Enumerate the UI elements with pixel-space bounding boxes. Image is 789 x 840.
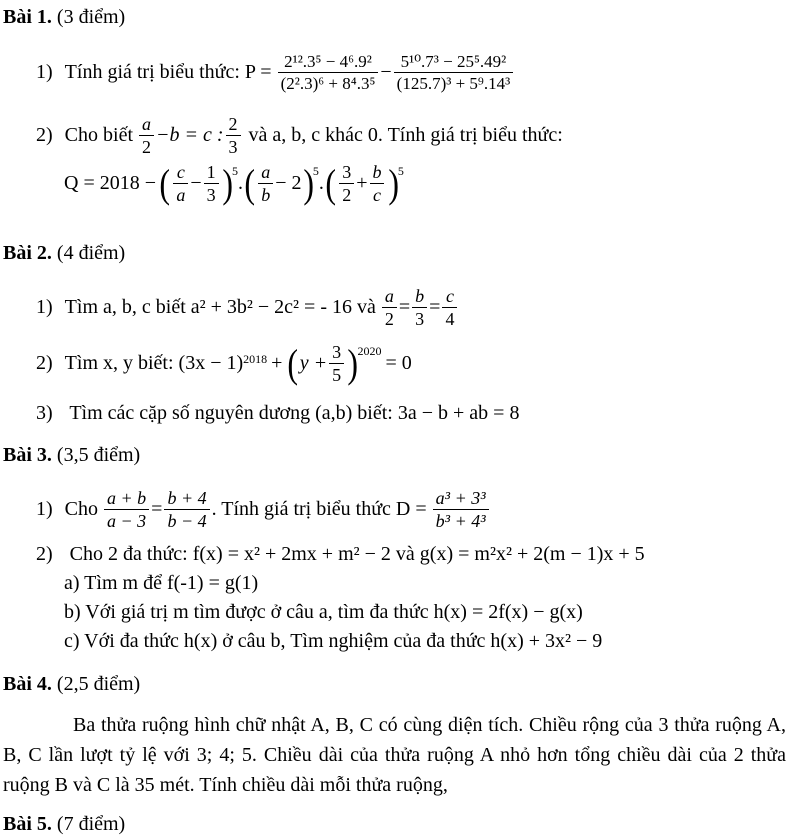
fraction [173, 162, 188, 205]
operator: + [356, 172, 368, 194]
q-text: Tìm các cặp số nguyên dương (a,b) biết: 3a − b + ab = 8 [69, 402, 520, 424]
fraction-denominator: a [173, 183, 188, 205]
bai3-title: Bài 3. [3, 444, 52, 466]
fraction-a-over-2 [139, 114, 154, 157]
q-text: . Tính giá trị biểu thức D = [211, 498, 427, 520]
q-formula-lhs: Q = 2018 − [64, 172, 157, 194]
dot: . [318, 172, 324, 194]
fraction-numerator: a + b [107, 488, 147, 508]
fraction-denominator: 4 [442, 307, 457, 329]
left-paren: ( [325, 160, 336, 206]
fraction-p1 [278, 52, 379, 93]
math-expression: −b = c : [156, 124, 224, 146]
bai2-q3 [36, 402, 519, 425]
bai2-title: Bài 2. [3, 242, 52, 264]
fraction-2-over-3 [226, 114, 241, 157]
q-text: Tính giá trị biểu thức: P = [64, 61, 272, 83]
bai4-paragraph [3, 710, 786, 800]
fraction-numerator: b + 4 [167, 488, 207, 508]
fraction-denominator: c [370, 183, 384, 205]
q-number: 3) [36, 402, 53, 424]
operator: − [190, 172, 202, 194]
fraction-denominator: b³ + 4³ [433, 509, 489, 531]
fraction-denominator: 2 [382, 307, 397, 329]
fraction-denominator: 3 [226, 135, 241, 157]
fraction [104, 488, 149, 531]
bai4-heading [3, 673, 140, 696]
bai3-q2 [36, 543, 645, 566]
q-number: 1) [36, 296, 53, 318]
bai2-q2 [36, 342, 412, 385]
equals: = [398, 296, 411, 318]
rhs: = 0 [385, 352, 412, 374]
bai3-q2b: b) Với giá trị m tìm được ở câu a, tìm đa thức h(x) = 2f(x) − g(x) [64, 601, 583, 623]
fraction-numerator: a³ + 3³ [435, 488, 486, 508]
fraction-numerator: 3 [342, 162, 352, 182]
bai4-text: Ba thửa ruộng hình chữ nhật A, B, C có cùng diện tích. Chiều rộng của 3 thửa ruộng A, B, C lần lượt tỷ lệ với 3; 4; 5. Chiều dài của thửa ruộng A nhỏ hơn tổng chiều dài của 2 thửa ruộng B và C là 35 mét. Tính chiều dài mỗi thửa ruộng, [3, 714, 786, 796]
fraction-denominator: 2 [139, 135, 154, 157]
q-text: Tìm a, b, c biết a² + 3b² − 2c² = - 16 và [64, 296, 376, 318]
fraction-denominator: (125.7)³ + 5⁹.14³ [394, 72, 514, 93]
q-number: 2) [36, 124, 53, 146]
equals: = [429, 296, 441, 318]
fraction-numerator: 2 [228, 114, 238, 134]
right-paren: ) [347, 340, 359, 386]
fraction [329, 342, 344, 385]
fraction-denominator: 2 [339, 183, 354, 205]
q-number: 1) [36, 498, 53, 520]
fraction-numerator: a [261, 162, 271, 182]
fraction [204, 162, 219, 205]
exponent: 5 [312, 164, 319, 178]
fraction [258, 162, 273, 205]
bai4-title: Bài 4. [3, 673, 52, 695]
fraction-denominator: 5 [329, 363, 344, 385]
fraction-denominator: (2².3)⁶ + 8⁴.3⁵ [278, 72, 379, 93]
exponent: 2020 [357, 344, 382, 358]
bai5-points: (7 điểm) [56, 813, 126, 835]
q-text: Cho 2 đa thức: f(x) = x² + 2mx + m² − 2 và g(x) = m²x² + 2(m − 1)x + 5 [69, 543, 645, 565]
plus: + [271, 352, 283, 374]
bai5-title: Bài 5. [3, 813, 52, 835]
fraction [433, 488, 489, 531]
left-paren: ( [159, 160, 171, 206]
bai2-points: (4 điểm) [56, 242, 126, 264]
bai3-heading [3, 444, 140, 467]
fraction-numerator: 5¹⁰.7³ − 25⁵.49² [400, 52, 507, 71]
exponent: 2018 [243, 352, 268, 366]
fraction [412, 286, 427, 329]
fraction [164, 488, 209, 531]
q-number: 2) [36, 352, 53, 374]
exponent: 5 [397, 164, 404, 178]
bai1-q1 [36, 52, 515, 93]
bai2-q1 [36, 286, 459, 329]
left-paren: ( [287, 340, 299, 386]
bai3-q2c: c) Với đa thức h(x) ở câu b, Tìm nghiệm của đa thức h(x) + 3x² − 9 [64, 630, 603, 652]
bai5-heading [3, 813, 125, 836]
fraction-numerator: 3 [332, 342, 342, 362]
exponent: 5 [231, 164, 238, 178]
right-paren: ) [302, 160, 314, 206]
q-text: Tìm x, y biết: (3x − 1) [64, 352, 244, 374]
fraction [442, 286, 457, 329]
q-text: và a, b, c khác 0. Tính giá trị biểu thức: [248, 124, 563, 146]
fraction [382, 286, 397, 329]
q-text: Cho [64, 498, 99, 520]
bai1-q2-line1 [36, 114, 563, 157]
fraction-numerator: b [415, 286, 425, 306]
bai3-q2a: a) Tìm m để f(-1) = g(1) [64, 572, 259, 594]
fraction-denominator: b [258, 183, 273, 205]
q-text: Cho biết [64, 124, 134, 146]
q-number: 2) [36, 543, 53, 565]
q-number: 1) [36, 61, 53, 83]
bai4-points: (2,5 điểm) [56, 673, 141, 695]
fraction-numerator: b [372, 162, 382, 182]
bai1-title: Bài 1. [3, 6, 52, 28]
right-paren: ) [387, 160, 399, 206]
math-expression: y + [299, 352, 328, 374]
fraction-denominator: a − 3 [104, 509, 149, 531]
bai3-points: (3,5 điểm) [56, 444, 141, 466]
right-paren: ) [221, 160, 233, 206]
fraction-numerator: a [142, 114, 152, 134]
equals: = [151, 498, 163, 520]
operator: − 2 [275, 172, 302, 194]
bai1-points: (3 điểm) [56, 6, 126, 28]
bai1-heading [3, 6, 125, 29]
bai3-q1 [36, 488, 491, 531]
fraction-denominator: b − 4 [164, 509, 209, 531]
fraction [370, 162, 385, 205]
fraction-p2 [394, 52, 514, 93]
fraction [339, 162, 354, 205]
fraction-numerator: c [445, 286, 454, 306]
fraction-numerator: a [384, 286, 394, 306]
fraction-denominator: 3 [412, 307, 427, 329]
bai1-q2-formula [64, 162, 404, 205]
minus-sign: − [380, 61, 392, 83]
fraction-numerator: 1 [206, 162, 216, 182]
fraction-numerator: c [176, 162, 185, 182]
fraction-denominator: 3 [204, 183, 219, 205]
dot: . [237, 172, 243, 194]
bai2-heading [3, 242, 125, 265]
left-paren: ( [244, 160, 255, 206]
fraction-numerator: 2¹².3⁵ − 4⁶.9² [284, 52, 372, 71]
